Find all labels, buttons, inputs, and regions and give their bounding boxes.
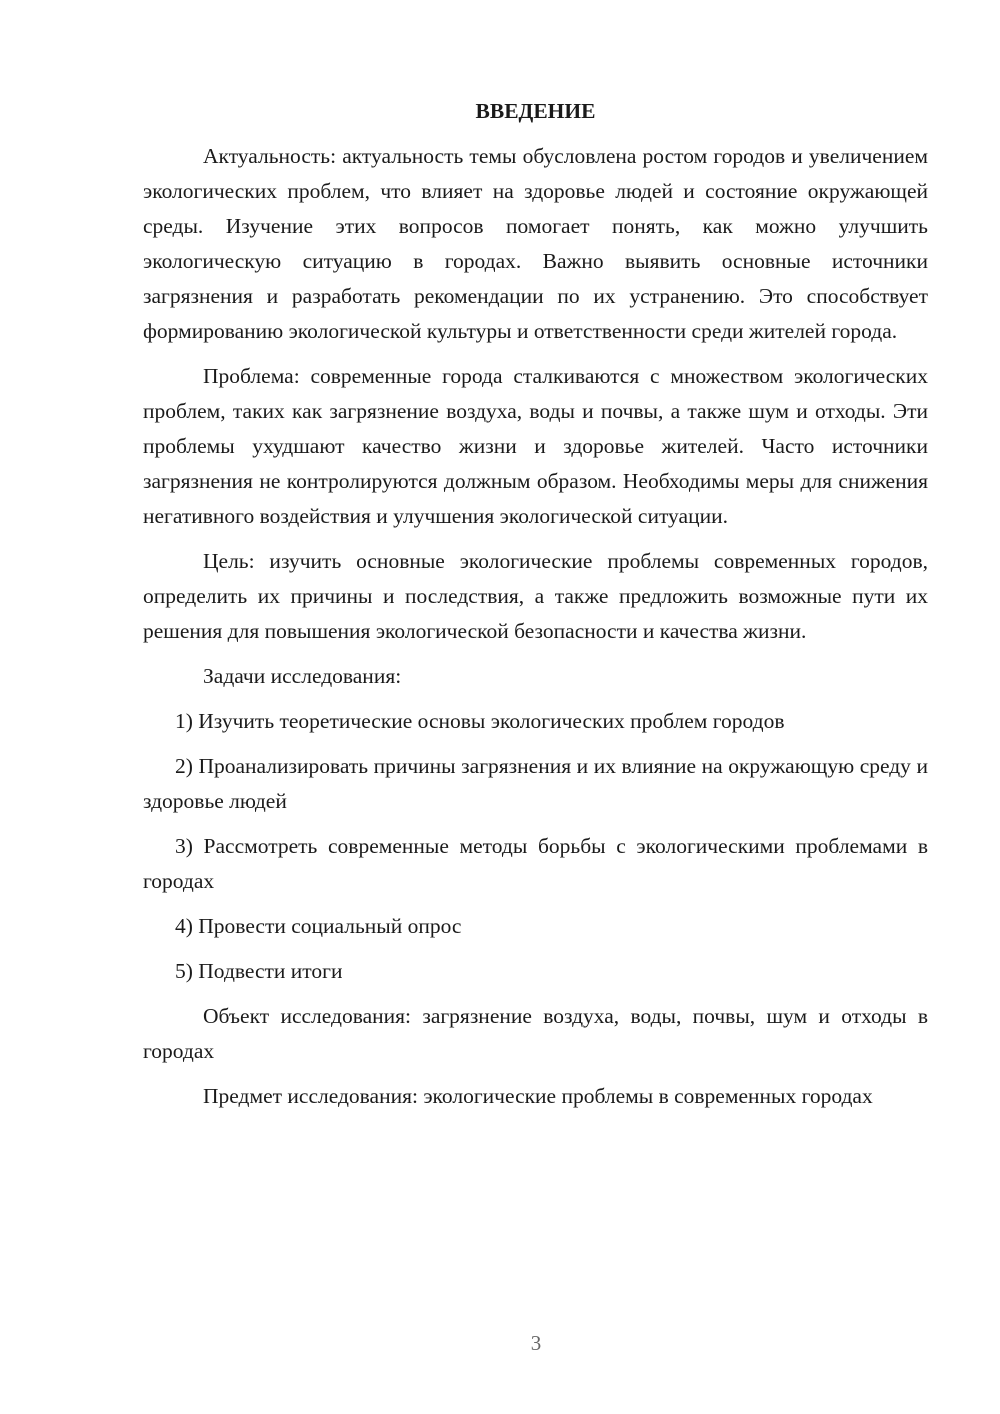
task-item: 1) Изучить теоретические основы экологических проблем городов — [175, 709, 785, 733]
task-item: 2) Проанализировать причины загрязнения и их влияние на окружающую среду и здоровье людей — [143, 754, 928, 813]
paragraph-tasks-heading: Задачи исследования: — [203, 664, 402, 688]
task-item: 5) Подвести итоги — [175, 959, 343, 983]
section-title: ВВЕДЕНИЕ — [475, 99, 596, 123]
task-item: 4) Провести социальный опрос — [175, 914, 462, 938]
paragraph-research-subject: Предмет исследования: экологические проблемы в современных городах — [203, 1084, 873, 1108]
page-body — [143, 94, 928, 1124]
page-number: 3 — [530, 1331, 542, 1355]
paragraph-relevance: Актуальность: актуальность темы обусловлена ростом городов и увеличением экологических проблем, что влияет на здоровье людей и состояние окружающей среды. Изучение этих вопросов помогает понять, как можно улучшить экологическую ситуацию в городах. Важно выявить основные источники загрязнения и разработать рекомендации по их устранению. Это способствует формированию экологической культуры и ответственности среди жителей города. — [143, 144, 928, 343]
paragraph-research-object: Объект исследования: загрязнение воздуха, воды, почвы, шум и отходы в городах — [143, 1004, 928, 1063]
paragraph-problem: Проблема: современные города сталкиваются с множеством экологических проблем, таких как загрязнение воздуха, воды и почвы, а также шум и отходы. Эти проблемы ухудшают качество жизни и здоровье жителей. Часто источники загрязнения не контролируются должным образом. Необходимы меры для снижения негативного воздействия и улучшения экологической ситуации. — [143, 364, 928, 528]
paragraph-goal: Цель: изучить основные экологические проблемы современных городов, определить их причины и последствия, а также предложить возможные пути их решения для повышения экологической безопасности и качества жизни. — [143, 549, 928, 643]
task-item: 3) Рассмотреть современные методы борьбы с экологическими проблемами в городах — [143, 834, 928, 893]
